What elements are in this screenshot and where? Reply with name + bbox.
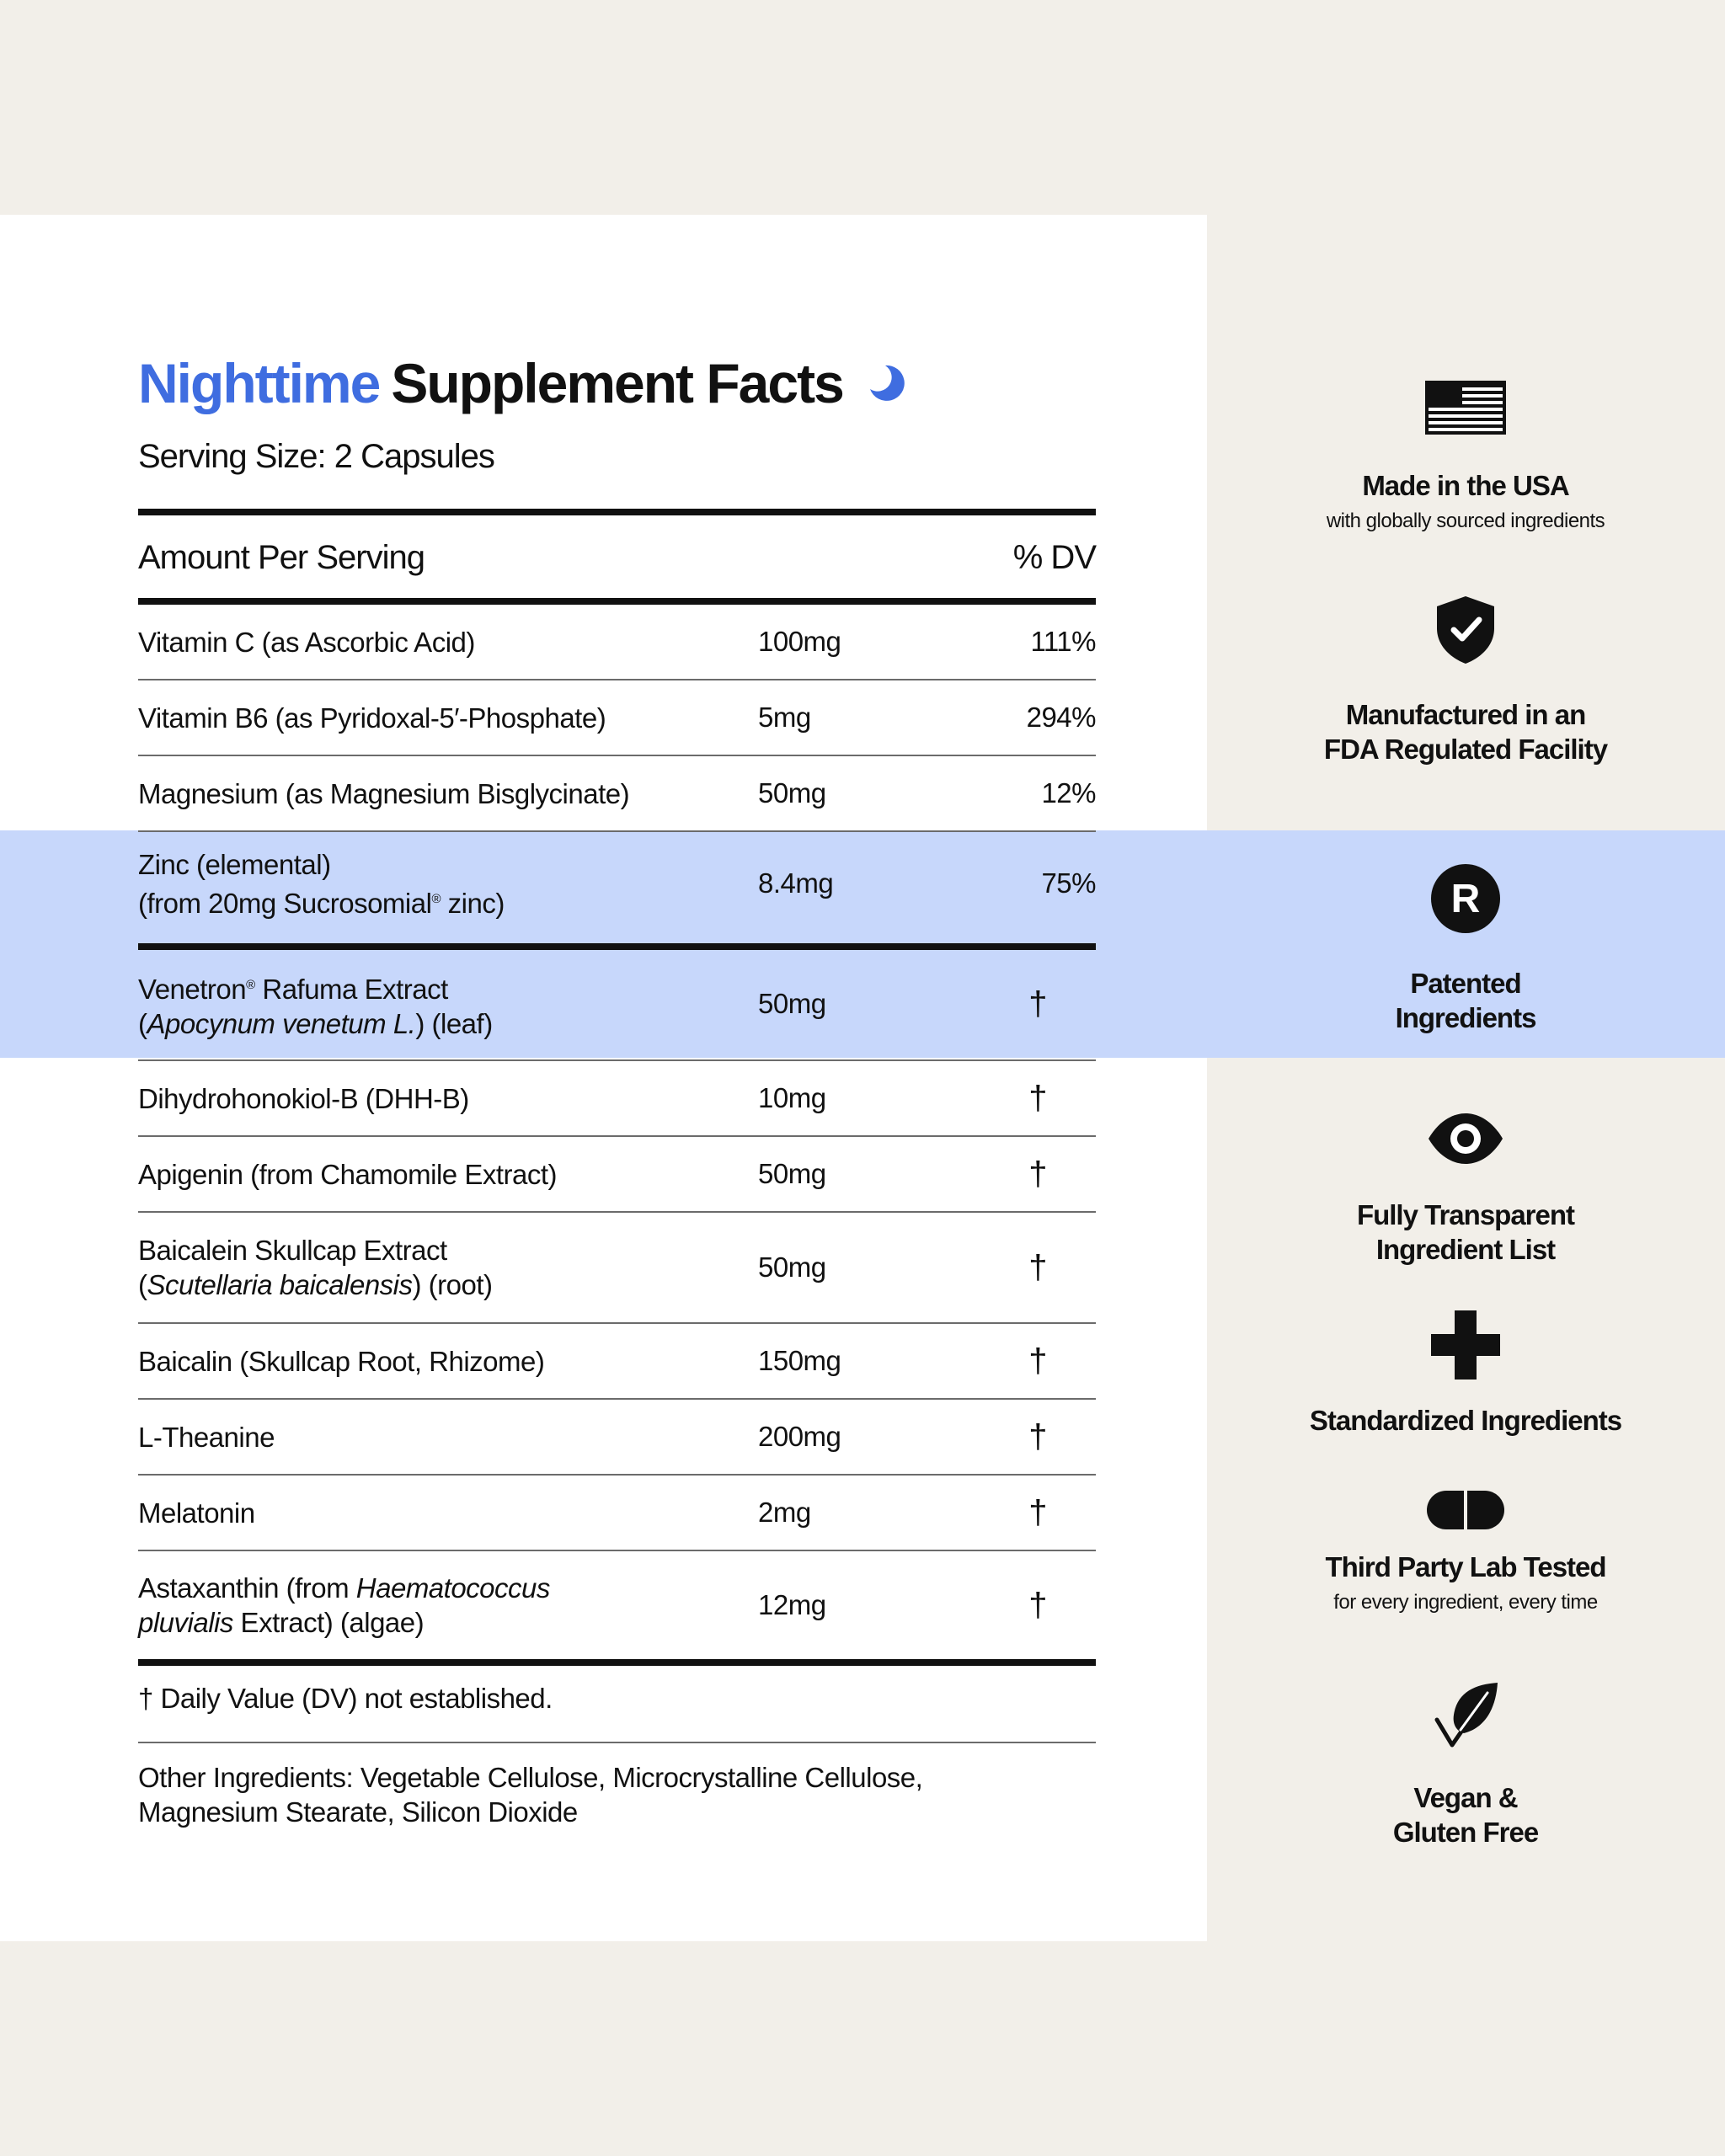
- ingredient-amount: 50mg: [758, 988, 826, 1019]
- feature-patented: [1247, 863, 1685, 1035]
- eye-icon: [1427, 1112, 1504, 1166]
- ingredient-name: Vitamin C (as Ascorbic Acid): [138, 626, 475, 658]
- ingredient-name-line1: Baicalein Skullcap Extract: [138, 1235, 447, 1266]
- table-row: [138, 1476, 1096, 1550]
- botanical-name-line2: pluvialis: [138, 1607, 233, 1638]
- ingredient-name-line1: Zinc (elemental): [138, 848, 331, 880]
- ingredient-name: Magnesium (as Magnesium Bisglycinate): [138, 777, 630, 809]
- ingredient-amount: 150mg: [758, 1345, 841, 1376]
- botanical-name: Apocynum venetum L.: [147, 1007, 416, 1039]
- daily-value-footnote: † Daily Value (DV) not established.: [138, 1683, 553, 1714]
- ingredient-name: Melatonin: [138, 1497, 255, 1529]
- ingredient-dv: †: [1028, 1417, 1047, 1455]
- other-ingredients-line2: Magnesium Stearate, Silicon Dioxide: [138, 1796, 578, 1828]
- feature-title-line1: Patented: [1410, 968, 1521, 999]
- feature-fda-facility: [1247, 595, 1685, 766]
- table-row: [138, 680, 1096, 755]
- serving-size: Serving Size: 2 Capsules: [138, 438, 494, 475]
- ingredient-name-line1: Astaxanthin (from: [138, 1572, 356, 1604]
- ingredient-name: Dihydrohonokiol-B (DHH-B): [138, 1082, 469, 1114]
- ingredient-name: Vitamin B6 (as Pyridoxal-5′-Phosphate): [138, 702, 606, 734]
- ingredient-dv: †: [1028, 985, 1047, 1022]
- svg-text:R: R: [1450, 877, 1481, 921]
- ingredient-name: L-Theanine: [138, 1421, 275, 1453]
- ingredient-dv: †: [1028, 1342, 1047, 1380]
- table-row: [138, 756, 1096, 830]
- ingredient-amount: 50mg: [758, 1251, 826, 1283]
- ingredient-amount: 100mg: [758, 626, 841, 657]
- ingredient-dv: †: [1028, 1079, 1047, 1117]
- feature-title-line1: Manufactured in an: [1345, 699, 1586, 730]
- ingredient-name-line2-end: zinc): [441, 887, 505, 919]
- table-row: [138, 1324, 1096, 1398]
- ingredient-name: [138, 968, 758, 1041]
- plus-icon: [1431, 1310, 1500, 1380]
- table-row: [138, 605, 1096, 679]
- ingredient-dv: †: [1028, 1248, 1047, 1286]
- feature-third-party: [1247, 1491, 1685, 1614]
- ingredient-name-line2-end: Extract) (algae): [232, 1607, 425, 1638]
- us-flag-icon: [1425, 381, 1506, 435]
- ingredient-name: Apigenin (from Chamomile Extract): [138, 1158, 557, 1190]
- table-row: [138, 1551, 1096, 1659]
- ingredient-dv: 111%: [1030, 626, 1096, 657]
- ingredient-amount: 8.4mg: [758, 867, 834, 899]
- ingredient-name-line2: (: [138, 1007, 147, 1039]
- feature-subtitle: with globally sourced ingredients: [1326, 510, 1605, 532]
- shield-check-icon: [1435, 595, 1496, 665]
- ingredient-name: Baicalin (Skullcap Root, Rhizome): [138, 1345, 545, 1377]
- ingredient-name-line1: Venetron: [138, 973, 247, 1005]
- feature-made-in-usa: [1247, 381, 1685, 533]
- ingredient-amount: 2mg: [758, 1497, 811, 1528]
- dv-label: % DV: [1012, 538, 1096, 576]
- divider-thick: [138, 598, 1096, 605]
- title-accent: Nighttime: [138, 352, 380, 414]
- ingredient-amount: 50mg: [758, 1158, 826, 1189]
- feature-standardized: [1247, 1310, 1685, 1438]
- ingredient-amount: 200mg: [758, 1421, 841, 1452]
- ingredient-name: [138, 847, 758, 921]
- ingredient-name-line2: (: [138, 1269, 147, 1300]
- divider-thick: [138, 1659, 1096, 1666]
- table-row: [138, 950, 1096, 1058]
- feature-title-line2: Ingredient List: [1375, 1234, 1556, 1265]
- ingredient-dv: 75%: [1041, 867, 1096, 899]
- feature-title-line2: Ingredients: [1395, 1002, 1536, 1033]
- feature-title-line1: Fully Transparent: [1356, 1199, 1575, 1230]
- other-ingredients-line1: Other Ingredients: Vegetable Cellulose, Microcrystalline Cellulose,: [138, 1762, 923, 1793]
- table-row: [138, 832, 1096, 935]
- feature-title: Made in the USA: [1362, 470, 1569, 501]
- table-row: [138, 1137, 1096, 1211]
- title-main: Supplement Facts: [391, 352, 843, 414]
- ingredient-amount: 50mg: [758, 777, 826, 808]
- divider-thick: [138, 509, 1096, 515]
- ingredient-amount: 10mg: [758, 1082, 826, 1113]
- ingredient-dv: 12%: [1041, 777, 1096, 808]
- leaf-check-icon: [1432, 1681, 1499, 1748]
- ingredient-dv: †: [1028, 1586, 1047, 1624]
- ingredient-name-line2-end: ) (root): [412, 1269, 493, 1300]
- feature-title-line1: Vegan &: [1413, 1782, 1518, 1813]
- ingredient-name-line2-end: ) (leaf): [415, 1007, 493, 1039]
- feature-title-line2: FDA Regulated Facility: [1323, 734, 1608, 765]
- moon-icon: [867, 362, 909, 404]
- ingredient-name-line2: (from 20mg Sucrosomial: [138, 887, 432, 919]
- registered-icon: [1430, 863, 1501, 934]
- ingredient-name: [138, 1571, 758, 1640]
- amount-per-serving-label: Amount Per Serving: [138, 538, 425, 576]
- feature-transparent: [1247, 1112, 1685, 1267]
- page-title: [138, 337, 909, 430]
- capsule-icon: [1427, 1491, 1504, 1529]
- botanical-name: Haematococcus: [355, 1572, 550, 1604]
- ingredient-dv: 294%: [1026, 702, 1096, 733]
- feature-title: Standardized Ingredients: [1309, 1405, 1622, 1436]
- ingredient-name: [138, 1233, 758, 1302]
- feature-vegan: [1247, 1681, 1685, 1849]
- table-header: [138, 515, 1096, 600]
- feature-subtitle: for every ingredient, every time: [1333, 1591, 1598, 1614]
- table-row: [138, 1400, 1096, 1474]
- other-ingredients: [138, 1760, 1065, 1829]
- table-row: [138, 1061, 1096, 1135]
- registered-mark: ®: [246, 977, 255, 992]
- registered-mark: ®: [431, 891, 441, 906]
- ingredient-amount: 5mg: [758, 702, 811, 733]
- ingredient-dv: †: [1028, 1155, 1047, 1193]
- ingredient-name-line1-end: Rafuma Extract: [254, 973, 448, 1005]
- feature-title-line2: Gluten Free: [1392, 1817, 1539, 1848]
- divider-thin: [138, 1742, 1096, 1743]
- divider-thick: [138, 943, 1096, 950]
- feature-title: Third Party Lab Tested: [1325, 1551, 1606, 1582]
- ingredient-dv: †: [1028, 1493, 1047, 1531]
- table-row: [138, 1213, 1096, 1322]
- botanical-name: Scutellaria baicalensis: [147, 1269, 413, 1300]
- ingredient-amount: 12mg: [758, 1589, 826, 1620]
